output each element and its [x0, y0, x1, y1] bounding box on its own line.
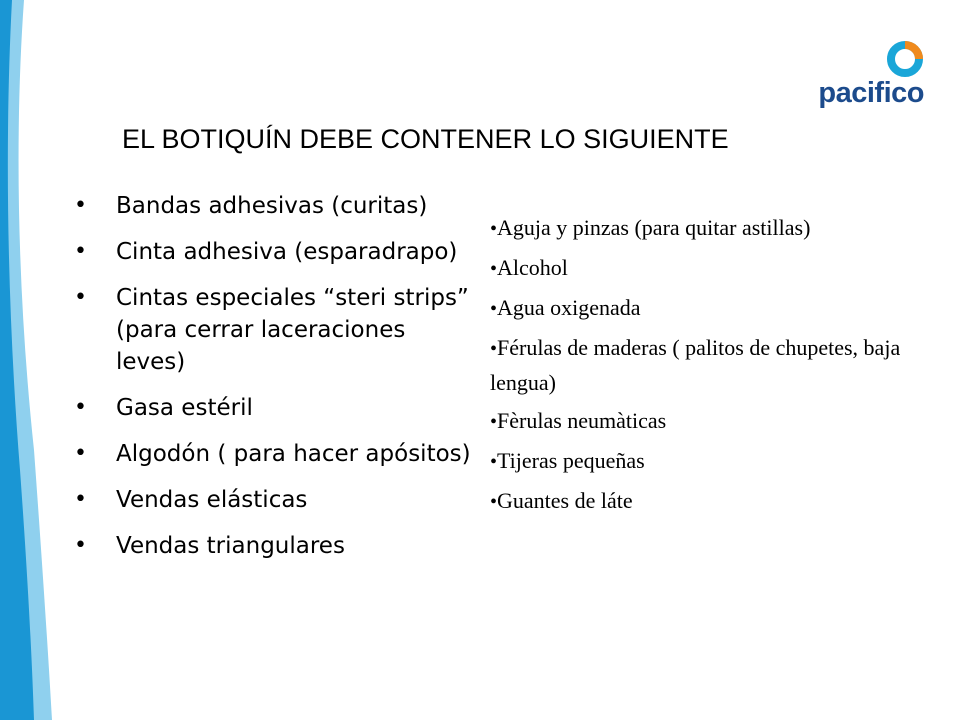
list-item-text: Fèrulas neumàticas	[497, 408, 667, 433]
list-item-text: Vendas triangulares	[116, 533, 345, 559]
list-item	[490, 291, 910, 326]
list-item	[74, 282, 474, 378]
list-item-text: Guantes de láte	[497, 488, 633, 513]
right-supply-list	[490, 211, 910, 524]
list-item-text: Vendas elásticas	[116, 487, 308, 513]
list-item	[74, 236, 474, 268]
list-item-text: Aguja y pinzas (para quitar astillas)	[497, 215, 811, 240]
bullet-icon: •	[490, 258, 498, 280]
list-item	[490, 331, 910, 399]
list-item	[74, 438, 474, 470]
list-item-text: Cintas especiales “steri strips” (para cerrar laceraciones leves)	[116, 285, 469, 375]
list-item	[74, 392, 474, 424]
list-item-text: Cinta adhesiva (esparadrapo)	[116, 239, 458, 265]
bullet-icon: •	[74, 193, 87, 218]
slide-title: EL BOTIQUÍN DEBE CONTENER LO SIGUIENTE	[122, 124, 729, 154]
list-item-text: Algodón ( para hacer apósitos)	[116, 441, 471, 467]
list-item	[74, 484, 474, 516]
list-item-text: Férulas de maderas ( palitos de chupetes, baja lengua)	[490, 335, 901, 395]
list-item	[490, 404, 910, 439]
list-item-text: Agua oxigenada	[497, 295, 641, 320]
bullet-icon: •	[490, 338, 498, 360]
list-item	[74, 530, 474, 562]
list-item-text: Bandas adhesivas (curitas)	[116, 193, 428, 219]
left-supply-list	[74, 190, 474, 576]
bullet-icon: •	[74, 395, 87, 420]
bullet-icon: •	[74, 487, 87, 512]
bullet-icon: •	[490, 218, 498, 240]
bullet-icon: •	[74, 285, 87, 310]
pacifico-wordmark: pacifico	[818, 77, 924, 109]
list-item-text: Tijeras pequeñas	[497, 448, 645, 473]
bullet-icon: •	[74, 239, 87, 264]
bullet-icon: •	[490, 491, 498, 513]
bullet-icon: •	[490, 451, 498, 473]
list-item	[490, 251, 910, 286]
bullet-icon: •	[74, 441, 87, 466]
bullet-icon: •	[74, 533, 87, 558]
list-item-text: Gasa estéril	[116, 395, 253, 421]
list-item-text: Alcohol	[497, 255, 568, 280]
list-item	[74, 190, 474, 222]
list-item	[490, 444, 910, 479]
pacifico-logo-icon	[886, 40, 924, 78]
pacifico-logo	[812, 40, 924, 114]
list-item	[490, 211, 910, 246]
bullet-icon: •	[490, 411, 498, 433]
list-item	[490, 484, 910, 519]
left-wave-decoration	[0, 0, 60, 720]
bullet-icon: •	[490, 298, 498, 320]
